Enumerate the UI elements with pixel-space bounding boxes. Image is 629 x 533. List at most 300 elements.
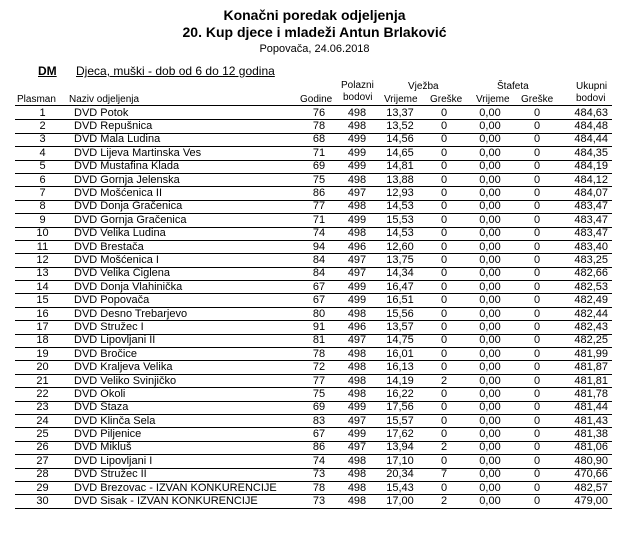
cell-stafeta-greske: 0: [516, 374, 558, 387]
cell-name: DVD Brezovac - IZVAN KONKURENCIJE: [70, 481, 300, 494]
cell-name: DVD Stružec I: [70, 321, 300, 334]
cell-vrijeme: 13,52: [376, 120, 424, 133]
cell-rank: 13: [15, 267, 70, 280]
cell-ukupno: 483,25: [558, 254, 612, 267]
cell-name: DVD Veliko Svinjičko: [70, 374, 300, 387]
cell-ukupno: 481,78: [558, 388, 612, 401]
cell-stafeta-greske: 0: [516, 254, 558, 267]
cell-ukupno: 484,35: [558, 147, 612, 160]
cell-ukupno: 481,81: [558, 374, 612, 387]
cell-stafeta-greske: 0: [516, 428, 558, 441]
cell-godine: 75: [300, 388, 338, 401]
cell-stafeta-vrijeme: 0,00: [464, 267, 516, 280]
cell-greske: 0: [424, 254, 464, 267]
cell-name: DVD Mala Ludina: [70, 133, 300, 146]
cell-name: DVD Lipovljani II: [70, 334, 300, 347]
cell-polazni: 497: [338, 334, 376, 347]
table-row: [15, 214, 612, 227]
cell-stafeta-vrijeme: 0,00: [464, 348, 516, 361]
col-polazni-line2: bodovi: [343, 92, 373, 103]
cell-greske: 2: [424, 495, 464, 508]
cell-name: DVD Mošćenica II: [70, 187, 300, 200]
table-row: [15, 361, 612, 374]
cell-greske: 0: [424, 481, 464, 494]
cell-name: DVD Kraljeva Velika: [70, 361, 300, 374]
table-row: [15, 348, 612, 361]
cell-stafeta-greske: 0: [516, 294, 558, 307]
category-heading: [38, 64, 275, 78]
cell-vrijeme: 13,37: [376, 107, 424, 120]
cell-stafeta-vrijeme: 0,00: [464, 495, 516, 508]
cell-rank: 20: [15, 361, 70, 374]
cell-stafeta-vrijeme: 0,00: [464, 441, 516, 454]
cell-polazni: 498: [338, 455, 376, 468]
cell-ukupno: 483,40: [558, 240, 612, 253]
col-ukupni-line2: bodovi: [576, 93, 606, 104]
cell-greske: 0: [424, 388, 464, 401]
cell-rank: 7: [15, 187, 70, 200]
cell-greske: 0: [424, 107, 464, 120]
cell-ukupno: 482,43: [558, 321, 612, 334]
cell-name: DVD Velika Ludina: [70, 227, 300, 240]
cell-greske: 0: [424, 173, 464, 186]
cell-name: DVD Mustafina Klada: [70, 160, 300, 173]
cell-rank: 25: [15, 428, 70, 441]
cell-stafeta-greske: 0: [516, 173, 558, 186]
table-row: [15, 281, 612, 294]
cell-polazni: 497: [338, 414, 376, 427]
cell-rank: 30: [15, 495, 70, 508]
cell-greske: 0: [424, 281, 464, 294]
cell-stafeta-greske: 0: [516, 495, 558, 508]
table-row: [15, 147, 612, 160]
cell-greske: 0: [424, 120, 464, 133]
cell-polazni: 499: [338, 281, 376, 294]
table-row: [15, 107, 612, 120]
cell-vrijeme: 13,94: [376, 441, 424, 454]
cell-greske: 0: [424, 414, 464, 427]
cell-rank: 4: [15, 147, 70, 160]
cell-greske: 0: [424, 200, 464, 213]
cell-name: DVD Okoli: [70, 388, 300, 401]
cell-rank: 12: [15, 254, 70, 267]
cell-stafeta-vrijeme: 0,00: [464, 428, 516, 441]
cell-polazni: 498: [338, 481, 376, 494]
cell-rank: 14: [15, 281, 70, 294]
cell-name: DVD Donja Vlahinička: [70, 281, 300, 294]
table-row: [15, 307, 612, 320]
cell-polazni: 497: [338, 441, 376, 454]
cell-rank: 22: [15, 388, 70, 401]
cell-polazni: 497: [338, 187, 376, 200]
cell-stafeta-vrijeme: 0,00: [464, 214, 516, 227]
cell-polazni: 499: [338, 160, 376, 173]
cell-vrijeme: 12,60: [376, 240, 424, 253]
cell-polazni: 496: [338, 321, 376, 334]
cell-godine: 77: [300, 200, 338, 213]
cell-rank: 18: [15, 334, 70, 347]
table-row: [15, 200, 612, 213]
cell-rank: 17: [15, 321, 70, 334]
cell-name: DVD Brestača: [70, 240, 300, 253]
cell-ukupno: 484,48: [558, 120, 612, 133]
cell-greske: 0: [424, 334, 464, 347]
cell-stafeta-greske: 0: [516, 120, 558, 133]
cell-stafeta-greske: 0: [516, 133, 558, 146]
cell-ukupno: 482,66: [558, 267, 612, 280]
cell-name: DVD Mikluš: [70, 441, 300, 454]
cell-rank: 24: [15, 414, 70, 427]
header-divider: [15, 105, 612, 106]
cell-godine: 80: [300, 307, 338, 320]
cell-name: DVD Piljenice: [70, 428, 300, 441]
cell-name: DVD Potok: [70, 107, 300, 120]
cell-name: DVD Lipovljani I: [70, 455, 300, 468]
cell-rank: 26: [15, 441, 70, 454]
cell-rank: 28: [15, 468, 70, 481]
cell-ukupno: 480,90: [558, 455, 612, 468]
cell-stafeta-vrijeme: 0,00: [464, 481, 516, 494]
table-row: [15, 495, 612, 508]
col-godine: Godine: [300, 94, 333, 105]
cell-name: DVD Velika Ciglena: [70, 267, 300, 280]
cell-stafeta-greske: 0: [516, 227, 558, 240]
cell-vrijeme: 13,57: [376, 321, 424, 334]
cell-name: DVD Donja Gračenica: [70, 200, 300, 213]
table-row: [15, 428, 612, 441]
cell-stafeta-greske: 0: [516, 441, 558, 454]
cell-godine: 75: [300, 173, 338, 186]
cell-rank: 19: [15, 348, 70, 361]
cell-vrijeme: 16,13: [376, 361, 424, 374]
cell-ukupno: 481,87: [558, 361, 612, 374]
cell-stafeta-vrijeme: 0,00: [464, 227, 516, 240]
cell-name: DVD Desno Trebarjevo: [70, 307, 300, 320]
table-row: [15, 468, 612, 481]
cell-godine: 78: [300, 120, 338, 133]
cell-polazni: 499: [338, 428, 376, 441]
cell-godine: 78: [300, 348, 338, 361]
cell-godine: 73: [300, 495, 338, 508]
cell-godine: 83: [300, 414, 338, 427]
cell-stafeta-vrijeme: 0,00: [464, 240, 516, 253]
cell-godine: 67: [300, 428, 338, 441]
col-vrijeme: Vrijeme: [384, 94, 418, 105]
table-row: [15, 334, 612, 347]
cell-stafeta-greske: 0: [516, 160, 558, 173]
event-place-date: Popovača, 24.06.2018: [259, 43, 370, 55]
table-row: [15, 227, 612, 240]
cell-godine: 86: [300, 187, 338, 200]
table-row: [15, 133, 612, 146]
cell-greske: 0: [424, 401, 464, 414]
cell-greske: 0: [424, 294, 464, 307]
table-row: [15, 294, 612, 307]
table-row: [15, 481, 612, 494]
cell-greske: 7: [424, 468, 464, 481]
cell-stafeta-vrijeme: 0,00: [464, 133, 516, 146]
table-row: [15, 267, 612, 280]
cell-polazni: 499: [338, 401, 376, 414]
cell-ukupno: 482,49: [558, 294, 612, 307]
col-vjezba: Vježba: [408, 81, 439, 92]
cell-name: DVD Gornja Gračenica: [70, 214, 300, 227]
cell-vrijeme: 17,62: [376, 428, 424, 441]
cell-vrijeme: 14,34: [376, 267, 424, 280]
cell-godine: 73: [300, 468, 338, 481]
cell-rank: 5: [15, 160, 70, 173]
cell-stafeta-vrijeme: 0,00: [464, 187, 516, 200]
cell-vrijeme: 16,01: [376, 348, 424, 361]
cell-stafeta-vrijeme: 0,00: [464, 374, 516, 387]
cell-polazni: 498: [338, 388, 376, 401]
cell-stafeta-vrijeme: 0,00: [464, 120, 516, 133]
cell-ukupno: 484,44: [558, 133, 612, 146]
cell-godine: 67: [300, 294, 338, 307]
cell-godine: 69: [300, 401, 338, 414]
cell-greske: 0: [424, 267, 464, 280]
table-row: [15, 160, 612, 173]
cell-stafeta-vrijeme: 0,00: [464, 294, 516, 307]
cell-stafeta-vrijeme: 0,00: [464, 160, 516, 173]
col-greske: Greške: [430, 94, 463, 105]
cell-stafeta-greske: 0: [516, 214, 558, 227]
col-polazni-line1: Polazni: [341, 80, 374, 91]
cell-vrijeme: 14,53: [376, 227, 424, 240]
cell-rank: 3: [15, 133, 70, 146]
table-row: [15, 455, 612, 468]
cell-stafeta-vrijeme: 0,00: [464, 414, 516, 427]
cell-vrijeme: 13,75: [376, 254, 424, 267]
table-row: [15, 254, 612, 267]
cell-vrijeme: 14,65: [376, 147, 424, 160]
cell-stafeta-greske: 0: [516, 200, 558, 213]
cell-polazni: 496: [338, 240, 376, 253]
cell-godine: 84: [300, 254, 338, 267]
cell-godine: 77: [300, 374, 338, 387]
cell-stafeta-vrijeme: 0,00: [464, 361, 516, 374]
cell-rank: 1: [15, 107, 70, 120]
cell-vrijeme: 15,56: [376, 307, 424, 320]
cell-ukupno: 481,06: [558, 441, 612, 454]
cell-stafeta-vrijeme: 0,00: [464, 455, 516, 468]
cell-polazni: 498: [338, 348, 376, 361]
cell-stafeta-greske: 0: [516, 401, 558, 414]
cell-vrijeme: 16,22: [376, 388, 424, 401]
cell-godine: 81: [300, 334, 338, 347]
cell-stafeta-vrijeme: 0,00: [464, 388, 516, 401]
cell-stafeta-greske: 0: [516, 414, 558, 427]
cell-stafeta-greske: 0: [516, 107, 558, 120]
cell-greske: 0: [424, 147, 464, 160]
cell-vrijeme: 13,88: [376, 173, 424, 186]
col-ukupni-line1: Ukupni: [576, 81, 608, 92]
table-row: [15, 187, 612, 200]
cell-stafeta-greske: 0: [516, 187, 558, 200]
table-row: [15, 388, 612, 401]
cell-vrijeme: 20,34: [376, 468, 424, 481]
cell-greske: 0: [424, 455, 464, 468]
cell-vrijeme: 17,56: [376, 401, 424, 414]
cell-godine: 78: [300, 481, 338, 494]
cell-polazni: 499: [338, 147, 376, 160]
cell-godine: 84: [300, 267, 338, 280]
cell-ukupno: 481,99: [558, 348, 612, 361]
cell-stafeta-greske: 0: [516, 307, 558, 320]
cell-stafeta-greske: 0: [516, 240, 558, 253]
cell-ukupno: 484,63: [558, 107, 612, 120]
cell-vrijeme: 14,53: [376, 200, 424, 213]
cell-greske: 0: [424, 160, 464, 173]
cell-rank: 16: [15, 307, 70, 320]
cell-stafeta-vrijeme: 0,00: [464, 281, 516, 294]
cell-godine: 69: [300, 160, 338, 173]
cell-godine: 74: [300, 455, 338, 468]
cell-name: DVD Popovača: [70, 294, 300, 307]
table-row: [15, 173, 612, 186]
cell-ukupno: 484,19: [558, 160, 612, 173]
cell-godine: 94: [300, 240, 338, 253]
cell-greske: 0: [424, 214, 464, 227]
cell-stafeta-vrijeme: 0,00: [464, 468, 516, 481]
col-naziv: Naziv odjeljenja: [69, 94, 140, 105]
cell-vrijeme: 14,75: [376, 334, 424, 347]
cell-stafeta-vrijeme: 0,00: [464, 254, 516, 267]
cell-polazni: 498: [338, 200, 376, 213]
table-row: [15, 240, 612, 253]
cell-vrijeme: 17,10: [376, 455, 424, 468]
cell-stafeta-vrijeme: 0,00: [464, 147, 516, 160]
cell-polazni: 497: [338, 254, 376, 267]
cell-godine: 74: [300, 227, 338, 240]
cell-rank: 23: [15, 401, 70, 414]
cell-name: DVD Staza: [70, 401, 300, 414]
cell-greske: 0: [424, 321, 464, 334]
table-row: [15, 441, 612, 454]
cell-ukupno: 481,43: [558, 414, 612, 427]
cell-godine: 71: [300, 214, 338, 227]
cell-greske: 0: [424, 187, 464, 200]
cell-greske: 0: [424, 240, 464, 253]
cell-stafeta-greske: 0: [516, 267, 558, 280]
cell-ukupno: 484,12: [558, 173, 612, 186]
cell-polazni: 499: [338, 133, 376, 146]
cell-greske: 0: [424, 348, 464, 361]
cell-polazni: 498: [338, 495, 376, 508]
document-title: Konačni poredak odjeljenja: [223, 7, 406, 23]
cell-stafeta-vrijeme: 0,00: [464, 321, 516, 334]
cell-ukupno: 484,07: [558, 187, 612, 200]
cell-vrijeme: 16,51: [376, 294, 424, 307]
cell-ukupno: 479,00: [558, 495, 612, 508]
cell-stafeta-greske: 0: [516, 281, 558, 294]
table-row: [15, 321, 612, 334]
cell-rank: 2: [15, 120, 70, 133]
cell-rank: 8: [15, 200, 70, 213]
cell-name: DVD Gornja Jelenska: [70, 173, 300, 186]
cell-rank: 27: [15, 455, 70, 468]
table-row: [15, 374, 612, 387]
cell-godine: 91: [300, 321, 338, 334]
cell-polazni: 498: [338, 361, 376, 374]
cell-ukupno: 481,44: [558, 401, 612, 414]
cell-godine: 67: [300, 281, 338, 294]
cell-vrijeme: 14,81: [376, 160, 424, 173]
cell-rank: 29: [15, 481, 70, 494]
cell-stafeta-greske: 0: [516, 361, 558, 374]
cell-ukupno: 482,57: [558, 481, 612, 494]
cell-stafeta-greske: 0: [516, 468, 558, 481]
cell-greske: 0: [424, 307, 464, 320]
cell-ukupno: 481,38: [558, 428, 612, 441]
cell-godine: 86: [300, 441, 338, 454]
cell-ukupno: 483,47: [558, 214, 612, 227]
cell-greske: 0: [424, 227, 464, 240]
cell-polazni: 498: [338, 227, 376, 240]
cell-polazni: 498: [338, 107, 376, 120]
cell-stafeta-greske: 0: [516, 147, 558, 160]
cell-stafeta-greske: 0: [516, 388, 558, 401]
cell-godine: 71: [300, 147, 338, 160]
cell-vrijeme: 15,53: [376, 214, 424, 227]
cell-stafeta-vrijeme: 0,00: [464, 173, 516, 186]
cell-polazni: 498: [338, 120, 376, 133]
cell-polazni: 498: [338, 307, 376, 320]
cell-godine: 68: [300, 133, 338, 146]
cell-rank: 21: [15, 374, 70, 387]
cell-vrijeme: 17,00: [376, 495, 424, 508]
cell-ukupno: 482,53: [558, 281, 612, 294]
cell-stafeta-vrijeme: 0,00: [464, 334, 516, 347]
cell-polazni: 498: [338, 374, 376, 387]
cell-polazni: 499: [338, 294, 376, 307]
col-stafeta-greske: Greške: [521, 94, 554, 105]
col-stafeta: Štafeta: [497, 81, 529, 92]
col-plasman: Plasman: [17, 94, 56, 105]
cell-name: DVD Mošćenica I: [70, 254, 300, 267]
table-row: [15, 120, 612, 133]
cell-vrijeme: 12,93: [376, 187, 424, 200]
cell-ukupno: 482,44: [558, 307, 612, 320]
cell-rank: 11: [15, 240, 70, 253]
cell-stafeta-vrijeme: 0,00: [464, 307, 516, 320]
cell-polazni: 498: [338, 468, 376, 481]
event-title: 20. Kup djece i mladeži Antun Brlaković: [182, 24, 447, 40]
cell-rank: 15: [15, 294, 70, 307]
cell-vrijeme: 14,19: [376, 374, 424, 387]
results-table: [15, 107, 612, 509]
cell-greske: 0: [424, 428, 464, 441]
cell-vrijeme: 14,56: [376, 133, 424, 146]
cell-greske: 2: [424, 374, 464, 387]
cell-ukupno: 482,25: [558, 334, 612, 347]
cell-polazni: 499: [338, 214, 376, 227]
cell-ukupno: 470,66: [558, 468, 612, 481]
cell-rank: 6: [15, 173, 70, 186]
cell-rank: 10: [15, 227, 70, 240]
table-row: [15, 414, 612, 427]
cell-greske: 0: [424, 361, 464, 374]
cell-stafeta-vrijeme: 0,00: [464, 200, 516, 213]
cell-vrijeme: 15,43: [376, 481, 424, 494]
cell-stafeta-vrijeme: 0,00: [464, 107, 516, 120]
cell-greske: 0: [424, 133, 464, 146]
cell-stafeta-greske: 0: [516, 455, 558, 468]
category-description: Djeca, muški - dob od 6 do 12 godina: [76, 64, 275, 78]
cell-name: DVD Bročice: [70, 348, 300, 361]
cell-stafeta-greske: 0: [516, 348, 558, 361]
cell-name: DVD Sisak - IZVAN KONKURENCIJE: [70, 495, 300, 508]
